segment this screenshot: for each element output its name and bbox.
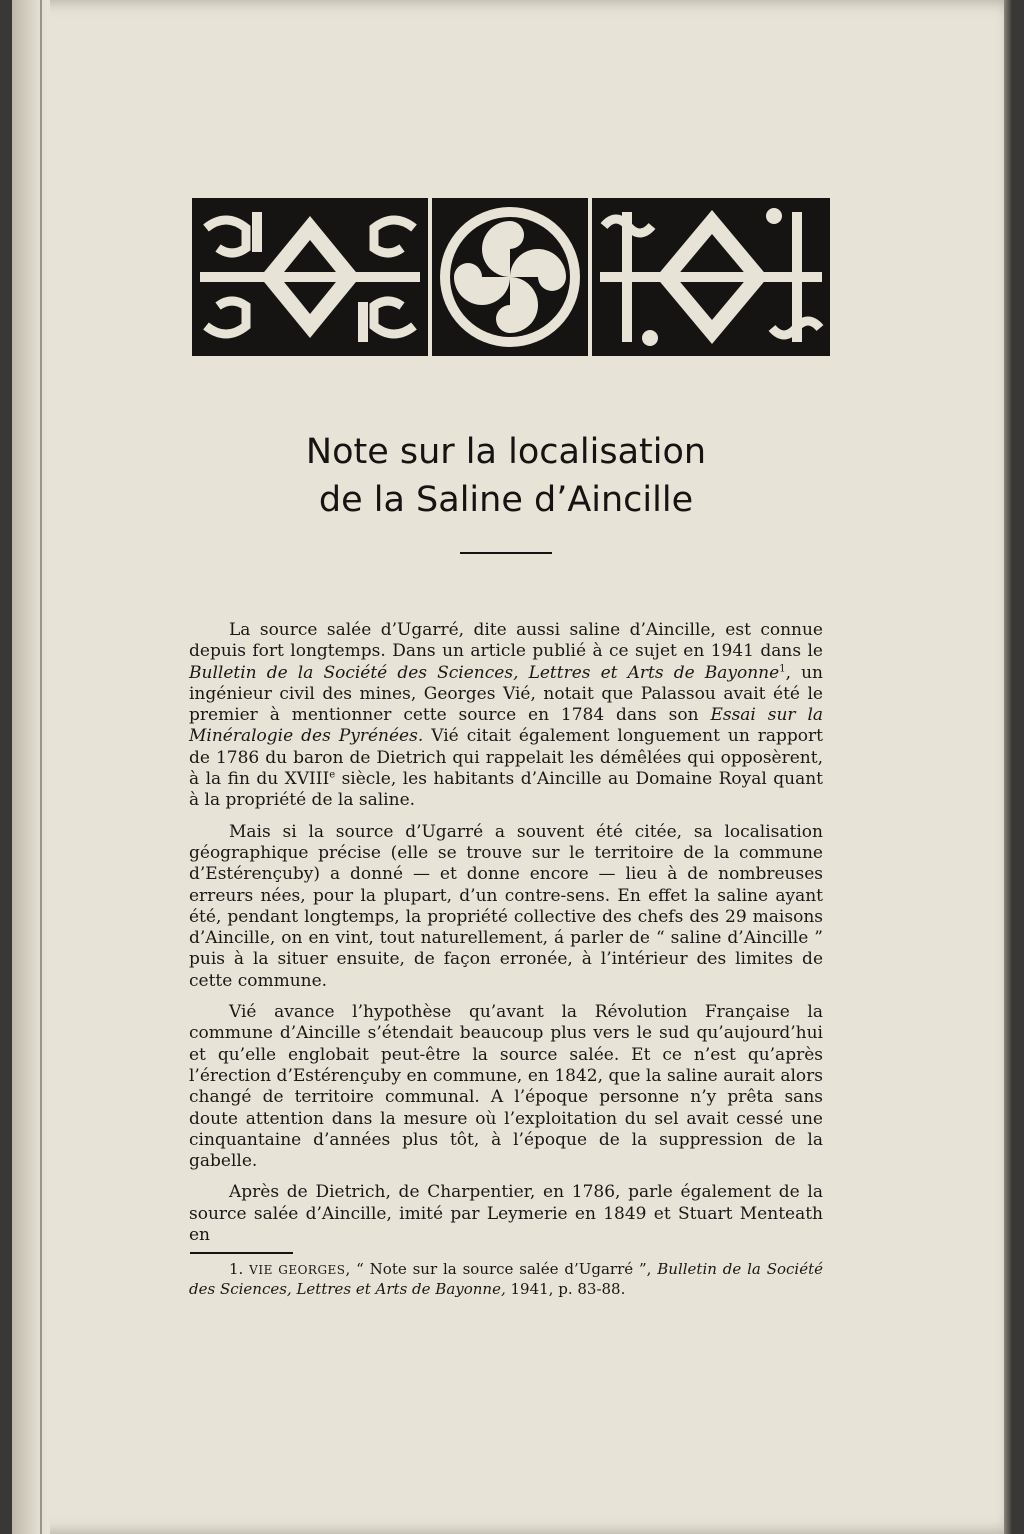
footnote-details: 1941, p. 83-88. [505,1280,626,1298]
paragraph-4: Après de Dietrich, de Charpentier, en 1786, parle également de la source salée d’Aincille, imité par Leymerie en 1849 et Stuart Menteath en [189,1182,823,1246]
page-title [150,428,862,524]
century-sup: e [329,769,336,781]
footnote-author: VIE GEORGES [249,1263,346,1277]
title-line-1: Note sur la localisation [305,432,707,472]
p1-text-a: La source salée d’Ugarré, dite aussi saline d’Aincille, est connue depuis fort longtemps. Dans un article publié à ce sujet en 1941 dans le [189,620,823,662]
p1-text-c: Vié citait également longuement un rapport de 1786 du baron de Dietrich qui rappelait les démêlées qui opposèrent, à la fin du XVIII [189,726,823,790]
footnote-title: , “ Note sur la source salée d’Ugarré ”, [345,1260,658,1278]
footnote-ref: 1 [779,662,786,674]
paragraph-2: Mais si la source d’Ugarré a souvent été citée, sa localisation géographique précise (elle se trouve sur le territoire de la commune d’Estérençuby) a donné — et donne encore — lieu à de nombreuses erreurs nées, pour la plupart, d’un contre-sens. En effet la saline ayant été, pendant longtemps, la propriété collective des chefs des 29 maisons d’Aincille, on en vint, tout naturellement, á parler de “ saline d’Aincille ” puis à la situer ensuite, de façon erronée, à l’intérieur des limites de cette commune. [189,821,823,991]
footnote-divider [190,1252,293,1254]
p1-text-d: siècle, les habitants d’Aincille au Domaine Royal quant à la propriété de la saline. [189,769,824,811]
book-title: Essai sur la Minéralogie des Pyrénées. [189,705,824,747]
book-gutter [12,0,50,1534]
p1-text-b: , un ingénieur civil des mines, Georges Vié, notait que Palassou avait été le premier à mentionner cette source en 1784 dans son [189,662,823,726]
footnote [189,1260,823,1299]
title-line-2: de la Saline d’Aincille [318,480,694,520]
page-edge [1004,0,1012,1534]
footnote-journal: Bulletin de la Société des Sciences, Lettres et Arts de Bayonne, [189,1260,823,1298]
title-divider [460,552,552,554]
paragraph-3: Vié avance l’hypothèse qu’avant la Révolution Française la commune d’Aincille s’étendait beaucoup plus vers le sud qu’aujourd’hui et qu’elle englobait peut-être la source salée. Et ce n’est qu’après l’érection d’Estérençuby en commune, en 1842, que la saline aurait alors changé de territoire communal. A l’époque personne n’y prêta sans doute attention dans la mesure où l’exploitation du sel avait cessé une cinquantaine d’années plus tôt, à l’époque de la suppression de la gabelle. [189,1002,823,1172]
spine-line [40,0,42,1534]
article-body [189,620,823,1256]
footnote-number: 1. [229,1260,250,1278]
paragraph-1 [189,620,823,812]
lauburu-banner-icon [192,198,830,356]
journal-title: Bulletin de la Société des Sciences, Lettres et Arts de Bayonne [189,662,780,683]
